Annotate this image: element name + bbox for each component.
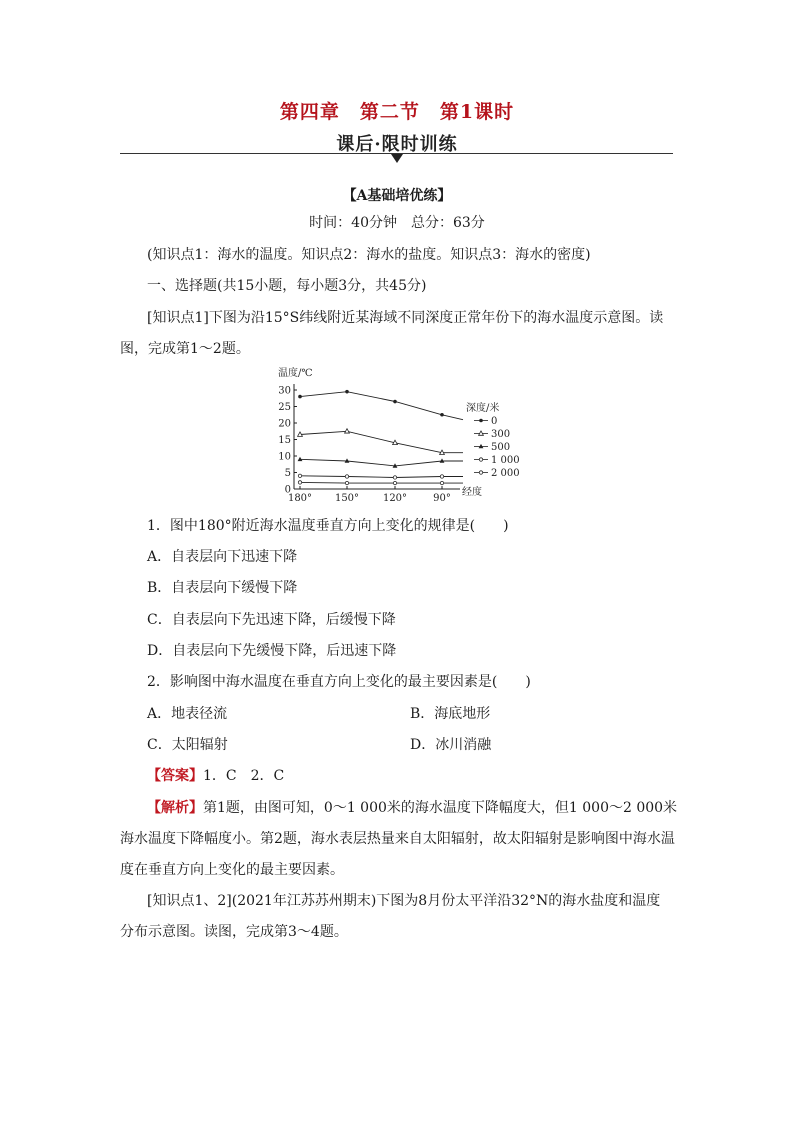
- chart-point-3-3: [440, 475, 443, 478]
- analysis-text1: 第1题，由图可知，0～1 000米的海水温度下降幅度大，但1 000～2 000米: [203, 800, 678, 816]
- q1-option-a[interactable]: A．自表层向下迅速下降: [147, 549, 298, 565]
- chart-x-tick-label: 90°: [433, 493, 451, 502]
- chart-point-0-3: [440, 413, 444, 417]
- chart-series-line-4: [300, 482, 463, 483]
- intro1-line1: [知识点1]下图为沿15°S纬线附近某海域不同深度正常年份下的海水温度示意图。读: [147, 310, 664, 326]
- knowledge-points: (知识点1：海水的温度。知识点2：海水的盐度。知识点3：海水的密度): [147, 247, 591, 263]
- analysis-line3: 度在垂直方向上变化的最主要因素。: [120, 862, 344, 878]
- header-marker-icon: [391, 154, 403, 163]
- q1-option-b[interactable]: B．自表层向下缓慢下降: [147, 580, 298, 596]
- time-info: 时间：40分钟 总分：63分: [309, 215, 485, 231]
- chart-point-1-1: [345, 429, 350, 433]
- q1-option-d[interactable]: D．自表层向下先缓慢下降，后迅速下降: [147, 643, 397, 659]
- chart-point-4-3: [440, 481, 443, 484]
- chart-series-line-2: [300, 459, 463, 466]
- chart-y-tick-label: 25: [278, 402, 291, 413]
- chart-point-3-0: [298, 474, 301, 477]
- chart-legend-label-2: 500: [491, 442, 511, 453]
- chart-legend-label-0: 0: [491, 416, 498, 427]
- section-label: 【A基础培优练】: [342, 188, 452, 204]
- intro1-line2: 图，完成第1～2题。: [120, 341, 250, 357]
- chart-x-tick-label: 180°: [287, 493, 313, 502]
- chart-point-0-0: [298, 395, 302, 399]
- analysis-line1: [147, 798, 677, 818]
- q1-option-c[interactable]: C．自表层向下先迅速下降，后缓慢下降: [147, 612, 396, 628]
- chart-point-4-0: [298, 481, 301, 484]
- chart-legend-marker-3: [479, 458, 482, 461]
- q2-option-d[interactable]: D．冰川消融: [410, 737, 492, 753]
- answer-text: 1．C 2．C: [203, 768, 285, 784]
- q2-option-b[interactable]: B．海底地形: [410, 706, 491, 722]
- chart-point-0-2: [393, 400, 397, 404]
- q2-option-c[interactable]: C．太阳辐射: [147, 737, 228, 753]
- chart-ylabel: 温度/℃: [278, 368, 313, 379]
- chart-series-line-1: [300, 431, 463, 452]
- page-subtitle: 课后·限时训练: [336, 134, 458, 155]
- q2-stem: 2．影响图中海水温度在垂直方向上变化的最主要因素是( ): [147, 674, 531, 690]
- chart-y-tick-label: 30: [278, 385, 291, 397]
- chart-xlabel: 经度: [462, 487, 482, 498]
- chart-legend-marker-2: [479, 444, 484, 448]
- chart-point-3-1: [345, 475, 348, 478]
- answer-block: [147, 766, 284, 786]
- chart-y-tick-label: 0: [284, 484, 291, 496]
- chart-y-tick-label: 15: [278, 435, 291, 446]
- analysis-label: 【解析】: [147, 800, 203, 816]
- chart-series-line-3: [300, 476, 463, 478]
- answer-label: 【答案】: [147, 768, 203, 784]
- chart-point-2-0: [298, 457, 303, 461]
- chart-point-4-2: [393, 481, 396, 484]
- intro2-line1: [知识点1、2](2021年江苏苏州期末)下图为8月份太平洋沿32°N的海水盐度和温度: [147, 893, 661, 909]
- page-title: 第四章 第二节 第1课时: [279, 101, 515, 123]
- chart-x-tick-label: 120°: [382, 493, 408, 502]
- intro2-line2: 分布示意图。读图，完成第3～4题。: [120, 924, 348, 940]
- chart-point-2-3: [440, 458, 445, 462]
- q2-option-a[interactable]: A．地表径流: [147, 706, 228, 722]
- chart-x-tick-label: 150°: [334, 493, 360, 502]
- chart-point-3-2: [393, 476, 396, 479]
- chart-legend-marker-4: [479, 471, 482, 474]
- chart-series-line-0: [300, 392, 463, 420]
- chart-point-4-1: [345, 481, 348, 484]
- analysis-line2: 海水温度下降幅度小。第2题，海水表层热量来自太阳辐射，故太阳辐射是影响图中海水温: [120, 831, 675, 847]
- chart-legend-label-3: 1 000: [491, 455, 520, 466]
- temperature-chart: [270, 364, 530, 502]
- chart-legend-title: 深度/米: [466, 403, 500, 414]
- chart-y-tick-label: 20: [278, 418, 291, 430]
- chart-y-tick-label: 5: [284, 468, 291, 479]
- chart-legend-marker-1: [479, 431, 484, 435]
- chart-legend-label-1: 300: [491, 429, 511, 440]
- chart-legend-label-4: 2 000: [491, 468, 520, 479]
- chart-y-tick-label: 10: [278, 451, 291, 463]
- part-heading: 一、选择题(共15小题，每小题3分，共45分): [147, 278, 427, 294]
- chart-point-0-1: [345, 390, 349, 394]
- q1-stem: 1．图中180°附近海水温度垂直方向上变化的规律是( ): [147, 518, 509, 534]
- chart-legend-marker-0: [479, 419, 483, 423]
